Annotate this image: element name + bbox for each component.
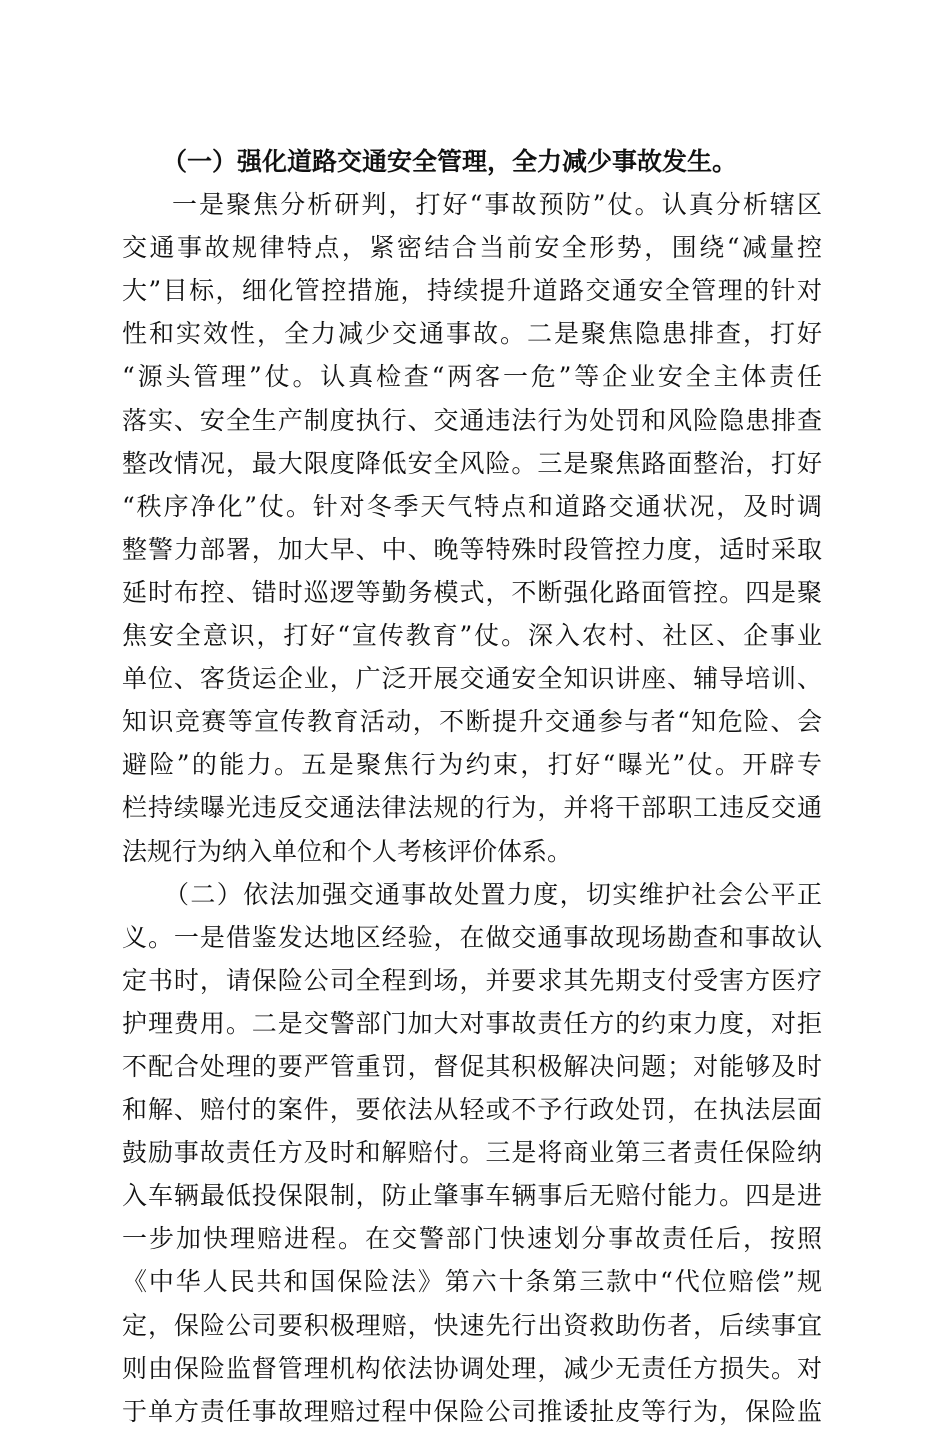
text-line: 定书时，请保险公司全程到场，并要求其先期支付受害方医疗 bbox=[122, 965, 822, 995]
text-line: 入车辆最低投保限制，防止肇事车辆事后无赔付能力。四是进 bbox=[122, 1181, 822, 1211]
text-line: 于单方责任事故理赔过程中保险公司推诿扯皮等行为，保险监 bbox=[122, 1396, 822, 1426]
text-line: 则由保险监督管理机构依法协调处理，减少无责任方损失。对 bbox=[122, 1353, 822, 1383]
text-line: 法规行为纳入单位和个人考核评价体系。 bbox=[122, 836, 573, 866]
text-line: 整警力部署，加大早、中、晚等特殊时段管控力度，适时采取 bbox=[122, 534, 822, 564]
text-line: “源头管理”仗。认真检查“两客一危”等企业安全主体责任 bbox=[122, 362, 822, 392]
paragraph bbox=[122, 183, 822, 873]
text-line: 整改情况，最大限度降低安全风险。三是聚焦路面整治，打好 bbox=[122, 448, 822, 478]
text-line: 大”目标，细化管控措施，持续提升道路交通安全管理的针对 bbox=[122, 276, 822, 306]
text-line: 焦安全意识，打好“宣传教育”仗。深入农村、社区、企事业 bbox=[122, 621, 822, 651]
text-line: 交通事故规律特点，紧密结合当前安全形势，围绕“减量控 bbox=[122, 233, 822, 263]
text-line: 定，保险公司要积极理赔，快速先行出资救助伤者，后续事宜 bbox=[122, 1310, 822, 1340]
text-line: （一）强化道路交通安全管理，全力减少事故发生。 bbox=[162, 147, 738, 176]
text-line: （二）依法加强交通事故处置力度，切实维护社会公平正 bbox=[164, 879, 822, 909]
text-line: 落实、安全生产制度执行、交通违法行为处罚和风险隐患排查 bbox=[122, 405, 822, 435]
text-line: 延时布控、错时巡逻等勤务模式，不断强化路面管控。四是聚 bbox=[122, 577, 822, 607]
text-line: 一是聚焦分析研判，打好“事故预防”仗。认真分析辖区 bbox=[172, 190, 822, 220]
text-line: 一步加快理赔进程。在交警部门快速划分事故责任后，按照 bbox=[122, 1224, 822, 1254]
text-line: 《中华人民共和国保险法》第六十条第三款中“代位赔偿”规 bbox=[122, 1267, 822, 1297]
text-line: 义。一是借鉴发达地区经验，在做交通事故现场勘查和事故认 bbox=[122, 922, 822, 952]
text-line: 护理费用。二是交警部门加大对事故责任方的约束力度，对拒 bbox=[122, 1008, 822, 1038]
text-line: 性和实效性，全力减少交通事故。二是聚焦隐患排查，打好 bbox=[122, 319, 822, 349]
text-line: 不配合处理的要严管重罚，督促其积极解决问题；对能够及时 bbox=[122, 1051, 822, 1081]
text-line: 和解、赔付的案件，要依法从轻或不予行政处罚，在执法层面 bbox=[122, 1095, 822, 1125]
paragraph bbox=[122, 873, 822, 1433]
text-line: 栏持续曝光违反交通法律法规的行为，并将干部职工违反交通 bbox=[122, 793, 822, 823]
text-line: 单位、客货运企业，广泛开展交通安全知识讲座、辅导培训、 bbox=[122, 664, 822, 694]
text-line: “秩序净化”仗。针对冬季天气特点和道路交通状况，及时调 bbox=[122, 491, 822, 521]
text-line: 避险”的能力。五是聚焦行为约束，打好“曝光”仗。开辟专 bbox=[122, 750, 822, 780]
section-heading bbox=[122, 140, 822, 183]
text-line: 鼓励事故责任方及时和解赔付。三是将商业第三者责任保险纳 bbox=[122, 1138, 822, 1168]
document-page bbox=[122, 140, 822, 1433]
text-line: 知识竞赛等宣传教育活动，不断提升交通参与者“知危险、会 bbox=[122, 707, 822, 737]
